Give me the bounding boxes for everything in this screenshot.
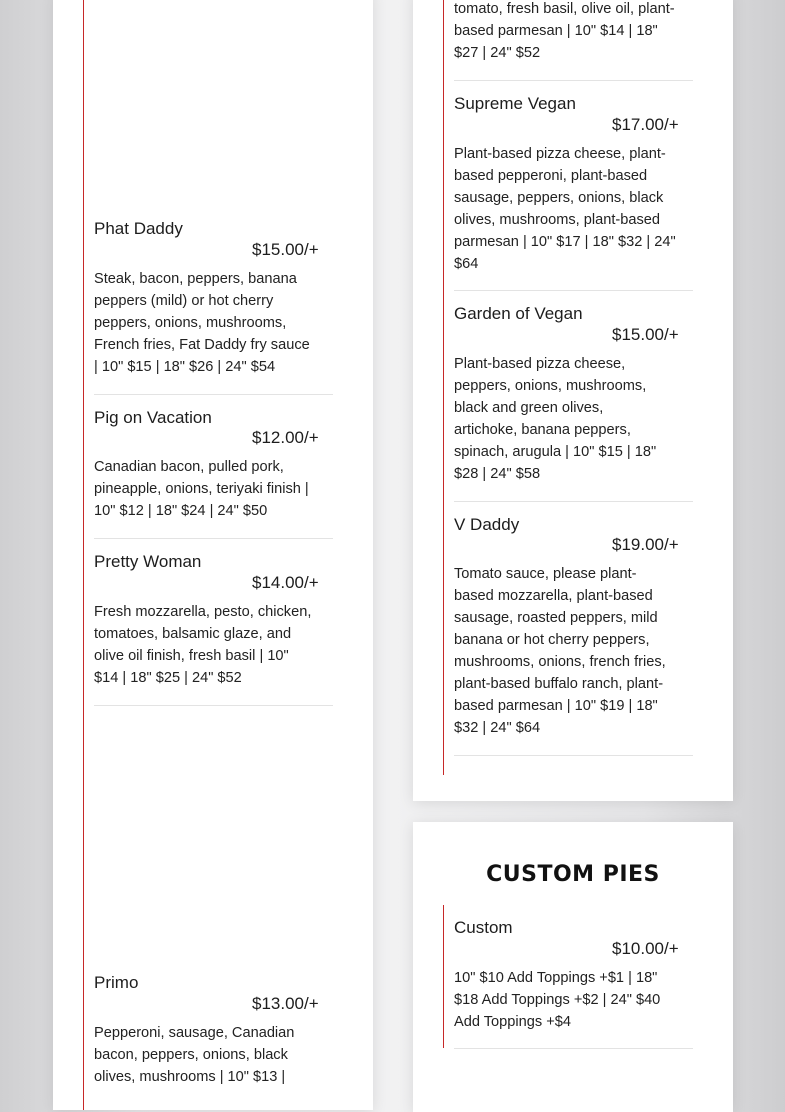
divider	[454, 755, 693, 756]
divider	[454, 1048, 693, 1049]
item-description: Steak, bacon, peppers, banana peppers (mild) or hot cherry peppers, onions, mushrooms, French fries, Fat Daddy fry sauce | 10" $15 | 18" $26 | 24" $54	[94, 271, 310, 375]
item-name: Custom	[454, 918, 513, 937]
item-description: 10" $10 Add Toppings +$1 | 18" $18 Add Toppings +$2 | 24" $40 Add Toppings +$4	[454, 970, 661, 1030]
item-price: $19.00/+	[612, 535, 679, 554]
section-title: CUSTOM PIES	[486, 862, 660, 887]
item-name: Phat Daddy	[94, 219, 183, 238]
divider	[94, 394, 333, 395]
item-price: $13.00/+	[252, 994, 319, 1013]
item-price: $10.00/+	[612, 939, 679, 958]
menu-item	[454, 514, 679, 736]
item-name: Pretty Woman	[94, 552, 202, 571]
menu-item	[94, 218, 319, 375]
accent-line	[443, 905, 444, 1048]
item-price: $14.00/+	[252, 573, 319, 592]
item-name: Supreme Vegan	[454, 94, 576, 113]
menu-item	[454, 917, 679, 1030]
divider	[94, 538, 333, 539]
menu-item	[94, 972, 319, 1085]
item-price: $15.00/+	[612, 325, 679, 344]
item-description: tomato, fresh basil, olive oil, plant-based parmesan | 10" $14 | 18" $27 | 24" $52	[454, 1, 675, 61]
item-price: $12.00/+	[252, 428, 319, 447]
custom-pies-card	[413, 822, 733, 1112]
menu-item	[94, 407, 319, 519]
item-name: Garden of Vegan	[454, 304, 583, 323]
menu-card-right	[413, 0, 733, 801]
divider	[454, 80, 693, 81]
menu-card-left	[53, 0, 373, 1110]
divider	[454, 501, 693, 502]
divider	[94, 705, 333, 706]
item-description: Plant-based pizza cheese, plant-based pepperoni, plant-based sausage, peppers, onions, black olives, mushrooms, plant-based parmesan | 10" $17 | 18" $32 | 24" $64	[454, 146, 676, 272]
item-description: Canadian bacon, pulled pork, pineapple, onions, teriyaki finish | 10" $12 | 18" $24 | 24" $50	[94, 459, 309, 519]
divider	[454, 290, 693, 291]
accent-line	[443, 0, 444, 775]
menu-item	[94, 551, 319, 686]
item-name: V Daddy	[454, 515, 520, 534]
menu-item	[454, 93, 679, 272]
item-price: $17.00/+	[612, 115, 679, 134]
item-description: Pepperoni, sausage, Canadian bacon, peppers, onions, black olives, mushrooms | 10" $13 |	[94, 1025, 295, 1085]
item-name: Primo	[94, 973, 139, 992]
item-description: Tomato sauce, please plant-based mozzarella, plant-based sausage, roasted peppers, mild banana or hot cherry peppers, mushrooms, onions, french fries, plant-based buffalo ranch, plant-based parmesan | 10" $19 | 18" $32 | 24" $64	[454, 566, 666, 736]
item-description: Plant-based pizza cheese, peppers, onions, mushrooms, black and green olives, artichoke, banana peppers, spinach, arugula | 10" $15 | 18" $28 | 24" $58	[454, 356, 657, 482]
item-price: $15.00/+	[252, 240, 319, 259]
item-name: Pig on Vacation	[94, 408, 212, 427]
item-description: Fresh mozzarella, pesto, chicken, tomatoes, balsamic glaze, and olive oil finish, fresh basil | 10" $14 | 18" $25 | 24" $52	[94, 604, 312, 686]
accent-line	[83, 0, 84, 1110]
menu-item	[454, 303, 679, 482]
